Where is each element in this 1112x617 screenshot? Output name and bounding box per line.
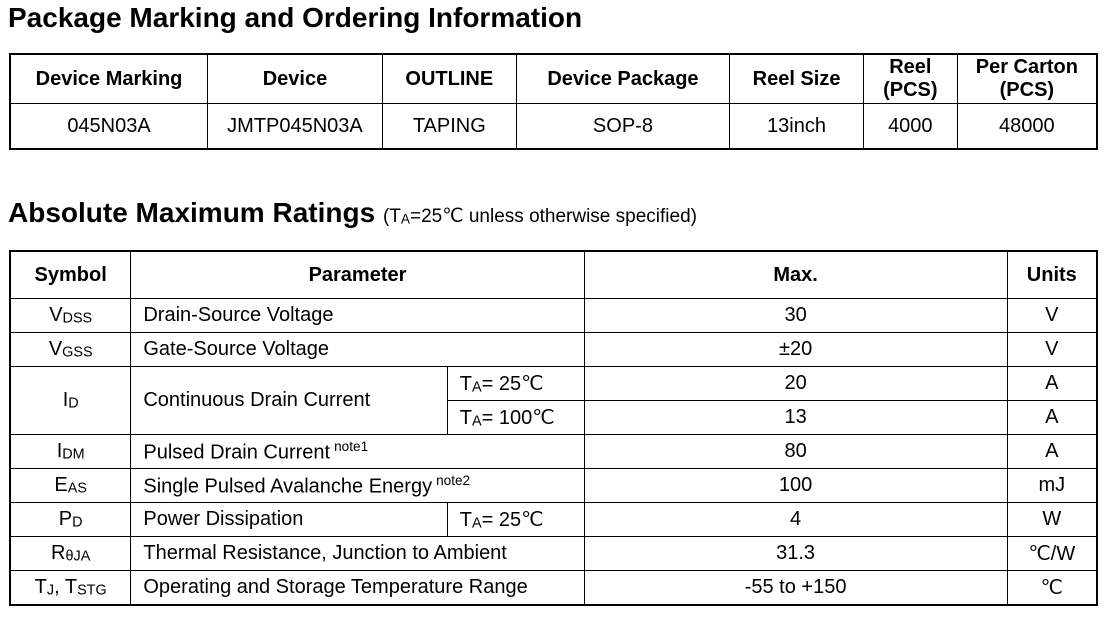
cond-sub: A — [472, 515, 482, 532]
ordering-header-row — [10, 54, 1097, 104]
header-reel-size: Reel Size — [730, 54, 864, 104]
abs-max-title — [8, 197, 697, 229]
table-row — [10, 469, 1097, 503]
max-vdss: 30 — [584, 299, 1007, 333]
symbol-id — [10, 367, 131, 435]
symbol-tj-tstg — [10, 571, 131, 606]
header-reel-line2: (PCS) — [883, 79, 938, 101]
max-rthja: 31.3 — [584, 537, 1007, 571]
table-row — [10, 571, 1097, 606]
cond-open: (T — [382, 206, 401, 227]
param-text: Pulsed Drain Current — [143, 441, 331, 464]
abs-max-table — [9, 250, 1098, 606]
unit-id-25: A — [1007, 367, 1097, 401]
header-outline: OUTLINE — [382, 54, 516, 104]
symbol-pd — [10, 503, 131, 537]
cond-pre: T — [459, 373, 473, 395]
header-device-marking: Device Marking — [10, 54, 208, 104]
header-carton-line2: (PCS) — [999, 79, 1055, 101]
ordering-info-title: Package Marking and Ordering Information — [8, 2, 583, 33]
abs-max-condition — [383, 206, 697, 227]
cond-id-100 — [447, 401, 584, 435]
symbol-rthja — [10, 537, 131, 571]
unit-tj-tstg: ℃ — [1007, 571, 1097, 606]
symbol-vgss — [10, 333, 131, 367]
max-eas: 100 — [584, 469, 1007, 503]
header-device: Device — [208, 54, 383, 104]
header-carton-line1: Per Carton — [975, 56, 1078, 78]
cond-sub: A — [400, 211, 411, 227]
cell-device-package: SOP-8 — [516, 104, 729, 150]
symbol-sep: , — [54, 576, 65, 598]
symbol-main: T — [64, 576, 78, 598]
param-vgss: Gate-Source Voltage — [131, 333, 584, 367]
unit-vdss: V — [1007, 299, 1097, 333]
table-row — [10, 537, 1097, 571]
param-text: Single Pulsed Avalanche Energy — [143, 475, 433, 498]
header-device-package: Device Package — [516, 54, 729, 104]
symbol-main: V — [49, 304, 63, 326]
unit-rthja: ℃/W — [1007, 537, 1097, 571]
symbol-sub: DM — [62, 446, 85, 463]
cond-id-25 — [447, 367, 584, 401]
symbol-sub: D — [72, 514, 83, 531]
param-eas — [131, 469, 584, 503]
unit-id-100: A — [1007, 401, 1097, 435]
cond-pre: T — [459, 407, 473, 429]
param-vdss: Drain-Source Voltage — [131, 299, 584, 333]
table-row — [10, 435, 1097, 469]
max-tj-tstg: -55 to +150 — [584, 571, 1007, 606]
header-per-carton — [957, 54, 1097, 104]
cond-rest: =25℃ unless otherwise specified) — [410, 206, 697, 227]
symbol-sub: θJA — [65, 548, 91, 565]
unit-eas: mJ — [1007, 469, 1097, 503]
header-symbol: Symbol — [10, 251, 131, 299]
symbol-main: R — [51, 542, 66, 564]
cell-reel-size: 13inch — [730, 104, 864, 150]
max-vgss: ±20 — [584, 333, 1007, 367]
max-idm: 80 — [584, 435, 1007, 469]
symbol-main: I — [62, 389, 69, 411]
param-tj-tstg: Operating and Storage Temperature Range — [131, 571, 584, 606]
max-id-25: 20 — [584, 367, 1007, 401]
max-id-100: 13 — [584, 401, 1007, 435]
cell-device-marking: 045N03A — [10, 104, 208, 150]
cond-post: = 100℃ — [481, 407, 555, 429]
unit-vgss: V — [1007, 333, 1097, 367]
symbol-main: P — [58, 508, 73, 530]
symbol-vdss — [10, 299, 131, 333]
header-reel-line1: Reel — [889, 56, 932, 78]
cell-per-carton: 48000 — [957, 104, 1097, 150]
table-row — [10, 333, 1097, 367]
unit-pd: W — [1007, 503, 1097, 537]
ordering-data-row — [10, 104, 1097, 150]
symbol-sub: J — [46, 582, 55, 599]
param-id: Continuous Drain Current — [131, 367, 447, 435]
symbol-sub: STG — [77, 582, 107, 599]
cond-sub: A — [472, 379, 482, 396]
note-ref: note1 — [334, 438, 369, 454]
param-rthja: Thermal Resistance, Junction to Ambient — [131, 537, 584, 571]
cond-sub: A — [472, 413, 482, 430]
note-ref: note2 — [436, 472, 471, 488]
unit-idm: A — [1007, 435, 1097, 469]
symbol-main: T — [34, 576, 47, 598]
header-max: Max. — [584, 251, 1007, 299]
cond-post: = 25℃ — [481, 509, 544, 531]
param-idm — [131, 435, 584, 469]
table-row — [10, 503, 1097, 537]
cond-pd — [447, 503, 584, 537]
abs-max-title-text: Absolute Maximum Ratings — [8, 197, 376, 228]
symbol-idm — [10, 435, 131, 469]
param-pd: Power Dissipation — [131, 503, 447, 537]
max-pd: 4 — [584, 503, 1007, 537]
cell-outline: TAPING — [382, 104, 516, 150]
symbol-sub: D — [68, 395, 79, 412]
symbol-main: V — [48, 338, 63, 360]
cond-pre: T — [459, 509, 473, 531]
symbol-main: E — [54, 474, 68, 496]
table-row — [10, 299, 1097, 333]
symbol-main: I — [56, 440, 63, 462]
symbol-eas — [10, 469, 131, 503]
symbol-sub: AS — [67, 480, 87, 497]
symbol-sub: GSS — [62, 344, 93, 361]
header-units: Units — [1007, 251, 1097, 299]
cond-post: = 25℃ — [481, 373, 544, 395]
ordering-info-table — [9, 53, 1098, 150]
symbol-sub: DSS — [62, 310, 93, 327]
header-parameter: Parameter — [131, 251, 584, 299]
table-row — [10, 367, 1097, 401]
cell-device: JMTP045N03A — [208, 104, 383, 150]
abs-max-header-row — [10, 251, 1097, 299]
cell-reel-pcs: 4000 — [863, 104, 957, 150]
header-reel-pcs — [863, 54, 957, 104]
